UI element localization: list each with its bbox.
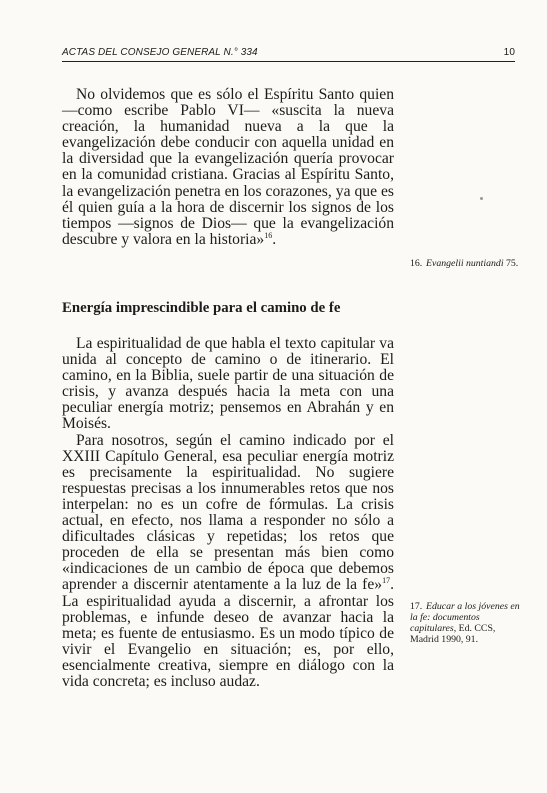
paragraph-text: . La espiritualidad ayuda a discernir, a afrontar los problemas, e infunde deseo de avanzar hacia la meta; es fuente de entusiasmo. Es un modo típico de vivir el Evangelio en situación; es, por ello, esencialmente creativa, siempre en diálogo con la vida concreta; es incluso audaz.: [62, 576, 394, 690]
paragraph: [62, 433, 394, 691]
page-number: 10: [503, 47, 515, 58]
footnote-title: Evangelii nuntiandi: [426, 258, 504, 269]
footnote-16: [410, 258, 522, 269]
header-rule: [62, 61, 515, 62]
footnote-rest: 75.: [503, 258, 519, 269]
section2-body: [62, 336, 394, 690]
paragraph: La espiritualidad de que habla el texto capitular va unida al concepto de camino o de itinerario. El camino, en la Biblia, suele partir de una situación de crisis, y avanza después hacia la meta con una peculiar energía motriz; pensemos en Abrahán y en Moisés.: [62, 335, 394, 433]
paragraph-text: No olvidemos que es sólo el Espíritu Santo quien —como escribe Pablo VI— «suscita la nueva creación, la humanidad nueva a la que la evangelización debe conducir con aquella unidad en la diversidad que la evangelización quería provocar en la comunidad cristiana. Gracias al Espíritu Santo, la evangelización penetra en los corazones, ya que es él quien guía a la hora de discernir los signos de los tiempos —signos de Dios— que la evangelización descubre y valora en la historia»: [62, 86, 394, 248]
paragraph: [62, 87, 394, 248]
footnote-title: Educar a los jóvenes en la fe: documentos capitulares: [410, 601, 520, 634]
running-header: [62, 47, 515, 58]
section1-body: [62, 87, 394, 248]
running-title: ACTAS DEL CONSEJO GENERAL N.° 334: [62, 47, 258, 58]
footnote-17: [410, 601, 522, 645]
paragraph-text: Para nosotros, según el camino indicado por el XXIII Capítulo General, esa peculiar energía motriz es precisamente la espiritualidad. No sugiere respuestas precisas a los innumerables retos que nos interpelan: no es un cofre de fórmulas. La crisis actual, en efecto, nos llama a responder no sólo a dificultades clásicas y repetidas; los retos que proceden de ella se presentan más bien como «indicaciones de un cambio de época que debemos aprender a discernir atentamente a la luz de la fe»: [62, 431, 394, 594]
footnote-rest: , Ed. CCS, Madrid 1990, 91.: [410, 623, 496, 645]
footnote-ref: 17: [382, 576, 391, 586]
section-heading: Energía imprescindible para el camino de fe: [62, 300, 341, 316]
footnote-ref: 16: [264, 230, 273, 240]
scan-speck: [480, 197, 483, 200]
paragraph-end: .: [272, 230, 277, 248]
footnote-number: 17.: [410, 601, 423, 612]
footnote-number: 16.: [410, 258, 423, 269]
